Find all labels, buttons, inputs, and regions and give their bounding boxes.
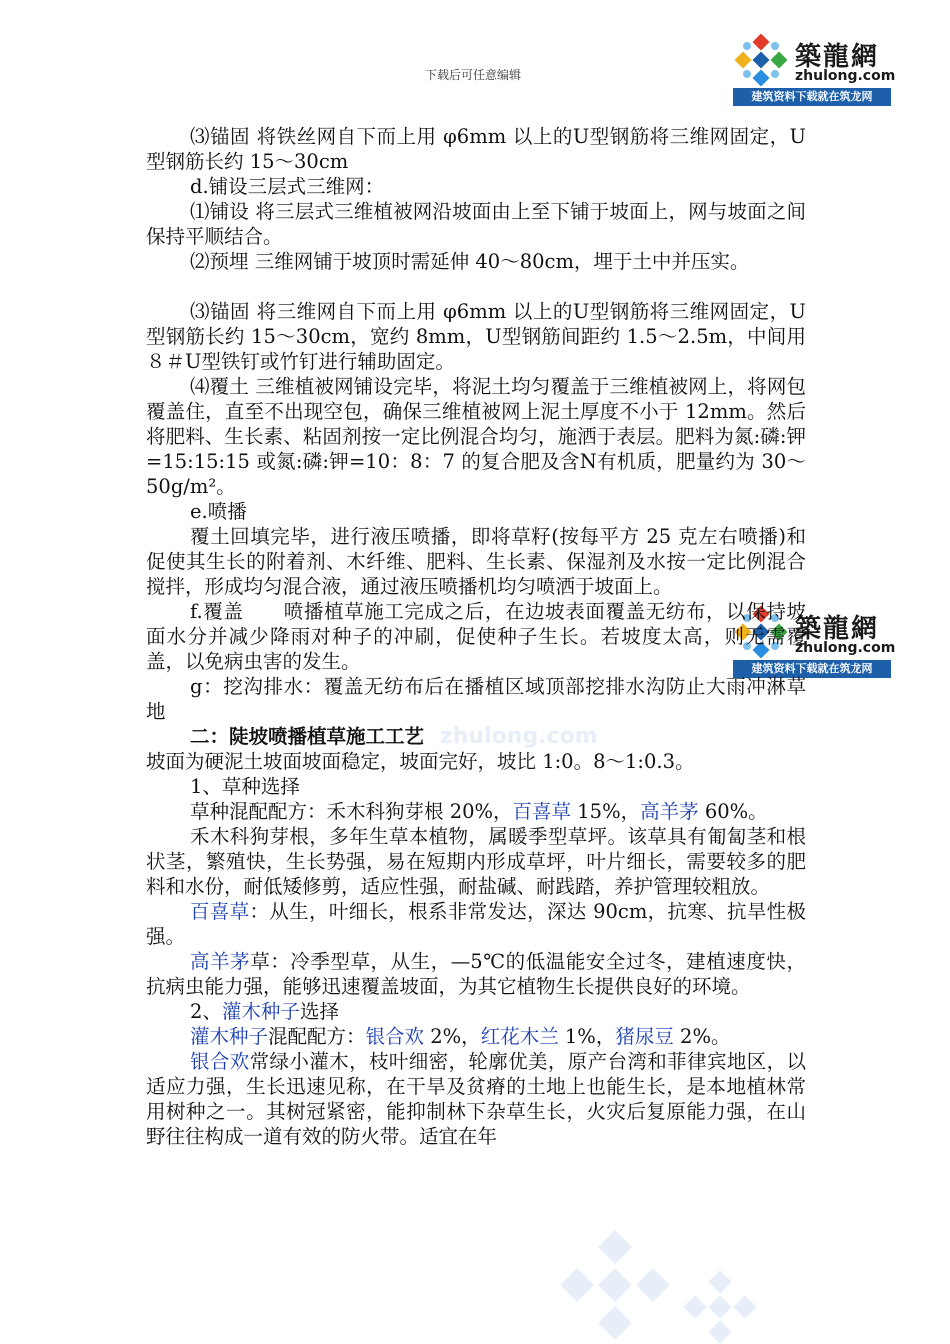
document-body xyxy=(146,124,806,1149)
paragraph xyxy=(146,124,806,174)
keyword-link[interactable]: 银合欢 xyxy=(365,1025,425,1048)
logo-url: zhulong.com xyxy=(795,640,896,656)
logo-slogan: 建筑资料下载就在筑龙网 xyxy=(733,660,891,678)
paragraph xyxy=(146,674,806,724)
keyword-link[interactable]: 红花木兰 xyxy=(480,1025,559,1048)
blank-line xyxy=(146,274,806,299)
paragraph xyxy=(146,824,806,899)
header-note: 下载后可任意编辑 xyxy=(425,68,522,82)
text-run: f.覆盖 喷播植草施工完成之后，在边坡表面覆盖无纺布，以保持坡面水分并减少降雨对种子的冲刷，促使种子生长。若坡度太高，则无需覆盖，以免病虫害的发生。 xyxy=(146,600,806,673)
section-heading xyxy=(146,724,806,749)
logo-url: zhulong.com xyxy=(795,68,896,84)
keyword-link[interactable]: 百喜草 xyxy=(190,900,250,923)
logo-name: 築龍網 xyxy=(795,614,880,644)
paragraph xyxy=(146,1049,806,1149)
logo-name: 築龍網 xyxy=(795,42,880,72)
snowflake-emblem-icon xyxy=(735,34,787,86)
paragraph xyxy=(146,749,806,774)
keyword-link[interactable]: 灌木种子 xyxy=(221,1000,300,1023)
text-run: 2%。 xyxy=(673,1025,731,1048)
paragraph xyxy=(146,374,806,499)
text-run: ⑶锚固 将铁丝网自下而上用 φ6mm 以上的U型钢筋将三维网固定，U型钢筋长约 15～30cm xyxy=(146,125,806,173)
paragraph xyxy=(146,899,806,949)
text-run: 禾木科狗芽根，多年生草本植物，属暖季型草坪。该草具有匍匐茎和根状茎，繁殖快，生长势强，易在短期内形成草坪，叶片细长，需要较多的肥料和水份，耐低矮修剪，适应性强，耐盐碱、耐践踏，养护管理较粗放。 xyxy=(146,825,806,898)
text-run: ⑷覆土 三维植被网铺设完毕，将泥土均匀覆盖于三维植被网上，将网包覆盖住，直至不出现空包，确保三维植被网上泥土厚度不小于 12mm。然后将肥料、生长素、粘固剂按一定比例混合均匀，施洒于表层。肥料为氮:磷:钾=15:15:15 或氮:磷:钾=10：8：7 的复合肥及含N有机质，肥量约为 30～50g/m²。 xyxy=(146,375,806,498)
keyword-link[interactable]: 高羊茅 xyxy=(640,800,699,823)
text-run: 草种混配配方：禾木科狗芽根 20%， xyxy=(190,800,513,823)
text-run: ⑶锚固 将三维网自下而上用 φ6mm 以上的U型钢筋将三维网固定，U型钢筋长约 15～30cm，宽约 8mm，U型钢筋间距约 1.5～2.5m，中间用８＃U型铁钉或竹钉进行辅助固定。 xyxy=(146,300,806,373)
watermark-snowflake-icon xyxy=(560,1230,670,1340)
text-run: 1%， xyxy=(558,1025,616,1048)
paragraph xyxy=(146,199,806,249)
text-run: 混配配方： xyxy=(268,1025,366,1048)
text-run: 1、草种选择 xyxy=(190,775,300,798)
logo-slogan: 建筑资料下载就在筑龙网 xyxy=(733,88,891,106)
paragraph xyxy=(146,799,806,824)
text-run: 草：冷季型草，从生，—5℃的低温能安全过冬，建植速度快，抗病虫能力强，能够迅速覆盖坡面，为其它植物生长提供良好的环境。 xyxy=(146,950,806,998)
text-run: 常绿小灌木，枝叶细密，轮廓优美，原产台湾和菲律宾地区，以适应力强，生长迅速见称，在干旱及贫瘠的土地上也能生长，是本地植林常用树种之一。其树冠紧密，能抑制林下杂草生长，火灾后复原能力强，在山野往往构成一道有效的防火带。适宜在年 xyxy=(146,1050,806,1148)
text-run: 二：陡坡喷播植草施工工艺 xyxy=(190,725,425,748)
text-run: 覆土回填完毕，进行液压喷播，即将草籽(按每平方 25 克左右喷播)和促使其生长的附着剂、木纤维、肥料、生长素、保湿剂及水按一定比例混合搅拌，形成均匀混合液，通过液压喷播机均匀喷洒于坡面上。 xyxy=(146,525,806,598)
keyword-link[interactable]: 猪尿豆 xyxy=(615,1025,674,1048)
keyword-link[interactable]: 灌木种子 xyxy=(190,1025,269,1048)
text-run: 2、 xyxy=(190,1000,222,1023)
watermark-text: zhulong.com xyxy=(440,724,598,749)
paragraph xyxy=(146,299,806,374)
watermark-snowflake-icon xyxy=(680,1270,760,1344)
paragraph xyxy=(146,949,806,999)
keyword-link[interactable]: 高羊茅 xyxy=(190,950,251,973)
text-run: ⑴铺设 将三层式三维植被网沿坡面由上至下铺于坡面上，网与坡面之间保持平顺结合。 xyxy=(146,200,806,248)
text-run: ：从生，叶细长，根系非常发达，深达 90cm，抗寒、抗旱性极强。 xyxy=(146,900,806,948)
text-run: 15%， xyxy=(571,800,641,823)
paragraph xyxy=(146,249,806,274)
paragraph xyxy=(146,1024,806,1049)
text-run: ⑵预埋 三维网铺于坡顶时需延伸 40～80cm，埋于土中并压实。 xyxy=(190,250,750,273)
keyword-link[interactable]: 百喜草 xyxy=(512,800,572,823)
keyword-link[interactable]: 银合欢 xyxy=(190,1050,250,1073)
text-run: e.喷播 xyxy=(190,500,247,523)
text-run: 坡面为硬泥土坡面坡面稳定，坡面完好，坡比 1:0。8～1:0.3。 xyxy=(146,750,695,773)
paragraph xyxy=(146,499,806,524)
zhulong-logo[interactable] xyxy=(733,32,896,106)
text-run: d.铺设三层式三维网： xyxy=(190,175,385,198)
paragraph xyxy=(146,999,806,1024)
paragraph xyxy=(146,774,806,799)
text-run: 选择 xyxy=(299,1000,339,1023)
text-run: 2%， xyxy=(424,1025,481,1048)
paragraph xyxy=(146,174,806,199)
text-run: 60%。 xyxy=(698,800,768,823)
paragraph xyxy=(146,524,806,599)
text-run: g：挖沟排水：覆盖无纺布后在播植区域顶部挖排水沟防止大雨冲淋草地 xyxy=(146,675,806,723)
paragraph xyxy=(146,599,806,674)
